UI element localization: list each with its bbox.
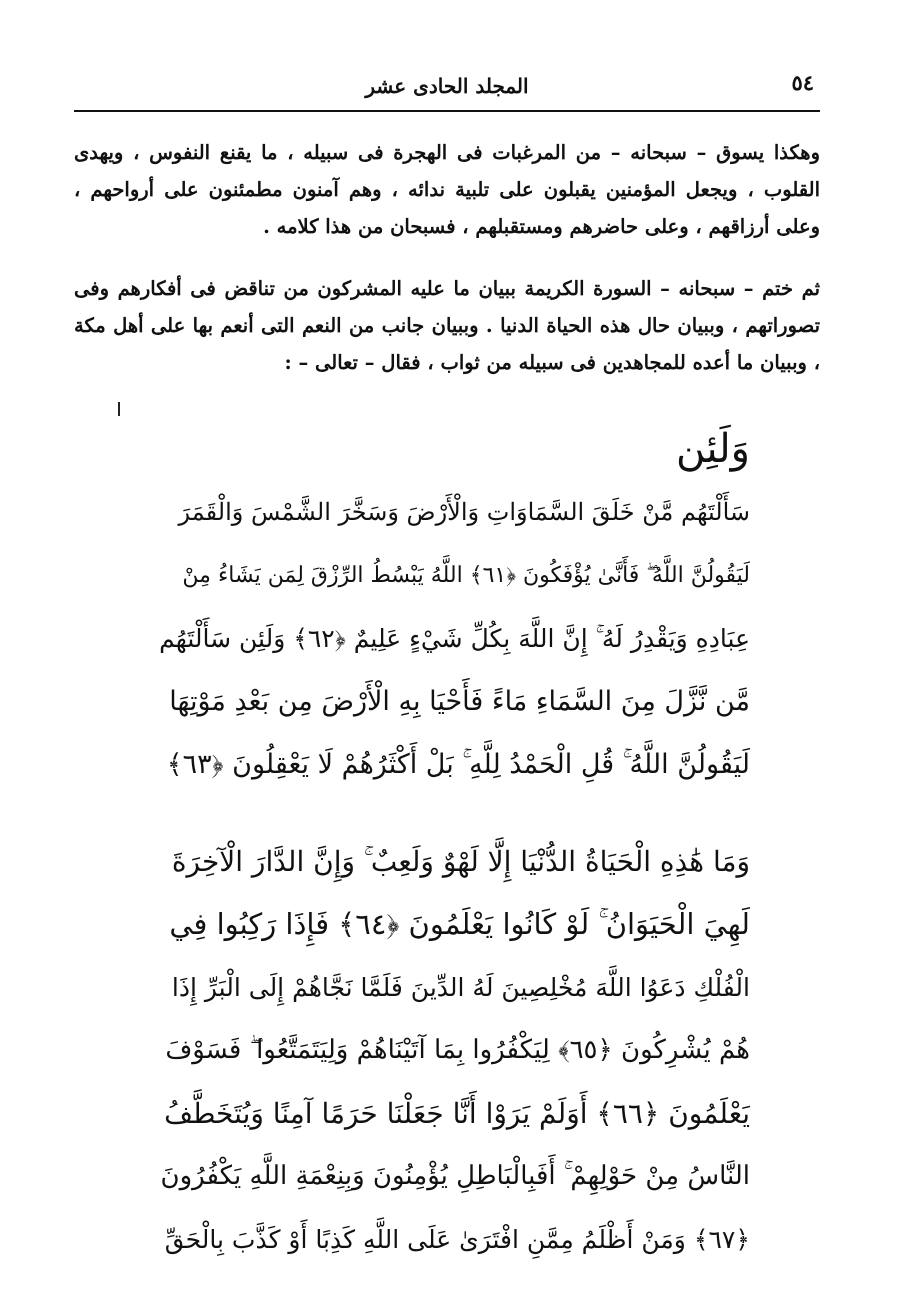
verse-line: النَّاسُ مِنْ حَوْلِهِمْ ۚ أَفَبِالْبَاطِلِ يُؤْمِنُونَ وَبِنِعْمَةِ اللَّهِ يَكْفُرُونَ [160,1161,750,1191]
commentary-paragraph: ثم ختم – سبحانه – السورة الكريمة ببيان ما عليه المشركون من تناقض فى أفكارهم وفى تصوراتهم ، وببيان حال هذه الحياة الدنيا . وببيان جانب من النعم التى أنعم بها على أهل مكة ، وببيان ما أعده للمجاهدين فى سبيله من ثواب ، فقال – تعالى – : [74,277,820,374]
verse-line: لَيَقُولُنَّ اللَّهُ ۚ قُلِ الْحَمْدُ لِلَّهِ ۚ بَلْ أَكْثَرُهُمْ لَا يَعْقِلُونَ ﴿٦٣﴾ [166,749,750,780]
verse-line: مَّن نَّزَّلَ مِنَ السَّمَاءِ مَاءً فَأَحْيَا بِهِ الْأَرْضَ مِن بَعْدِ مَوْتِهَا [169,686,750,717]
volume-title: المجلد الحادى عشر [365,74,529,98]
verse-line: عِبَادِهِ وَيَقْدِرُ لَهُ ۚ إِنَّ اللَّهَ بِكُلِّ شَيْءٍ عَلِيمٌ ﴿٦٢﴾ وَلَئِن سَأَلْتَهُم [159,624,750,653]
page-number: ٥٤ [791,70,814,95]
verse-line: سَأَلْتَهُم مَّنْ خَلَقَ السَّمَاوَاتِ وَالْأَرْضَ وَسَخَّرَ الشَّمْسَ وَالْقَمَرَ [178,498,750,526]
commentary-paragraph: وهكذا يسوق – سبحانه – من المرغبات فى الهجرة فى سبيله ، ما يقنع النفوس ، ويهدى القلوب ، ويجعل المؤمنين يقبلون على تلبية ندائه ، وهم آمنون مطمئنون على أرواحهم ، وعلى أرزاقهم ، وعلى حاضرهم ومستقبلهم ، فسبحان من هذا كلامه . [74,141,820,238]
quran-verses [158,418,750,1271]
margin-mark [118,402,120,416]
verse-line: هُمْ يُشْرِكُونَ ﴿٦٥﴾ لِيَكْفُرُوا بِمَا آتَيْنَاهُمْ وَلِيَتَمَتَّعُوا ۖ فَسَوْفَ [165,1035,750,1065]
verse-line: ﴿٦٧﴾ وَمَنْ أَظْلَمُ مِمَّنِ افْتَرَىٰ عَلَى اللَّهِ كَذِبًا أَوْ كَذَّبَ بِالْحَقِّ [164,1225,750,1254]
verse-line: لَيَقُولُنَّ اللَّهُ ۖ فَأَنَّىٰ يُؤْفَكُونَ ﴿٦١﴾ اللَّهُ يَبْسُطُ الرِّزْقَ لِمَن يَشَاءُ مِنْ [182,563,750,588]
verse-line: وَلَئِن [675,426,750,472]
header-rule [74,110,820,112]
verse-line: وَمَا هَٰذِهِ الْحَيَاةُ الدُّنْيَا إِلَّا لَهْوٌ وَلَعِبٌ ۚ وَإِنَّ الدَّارَ الْآخِرَةَ [171,845,750,878]
verse-line: يَعْلَمُونَ ﴿٦٦﴾ أَوَلَمْ يَرَوْا أَنَّا جَعَلْنَا حَرَمًا آمِنًا وَيُتَخَطَّفُ [164,1097,750,1130]
page-header [74,70,820,100]
verse-line: لَهِيَ الْحَيَوَانُ ۚ لَوْ كَانُوا يَعْلَمُونَ ﴿٦٤﴾ فَإِذَا رَكِبُوا فِي [169,907,750,941]
verse-line: الْفُلْكِ دَعَوُا اللَّهَ مُخْلِصِينَ لَهُ الدِّينَ فَلَمَّا نَجَّاهُمْ إِلَى الْبَرِّ إِذَا [171,973,750,1002]
